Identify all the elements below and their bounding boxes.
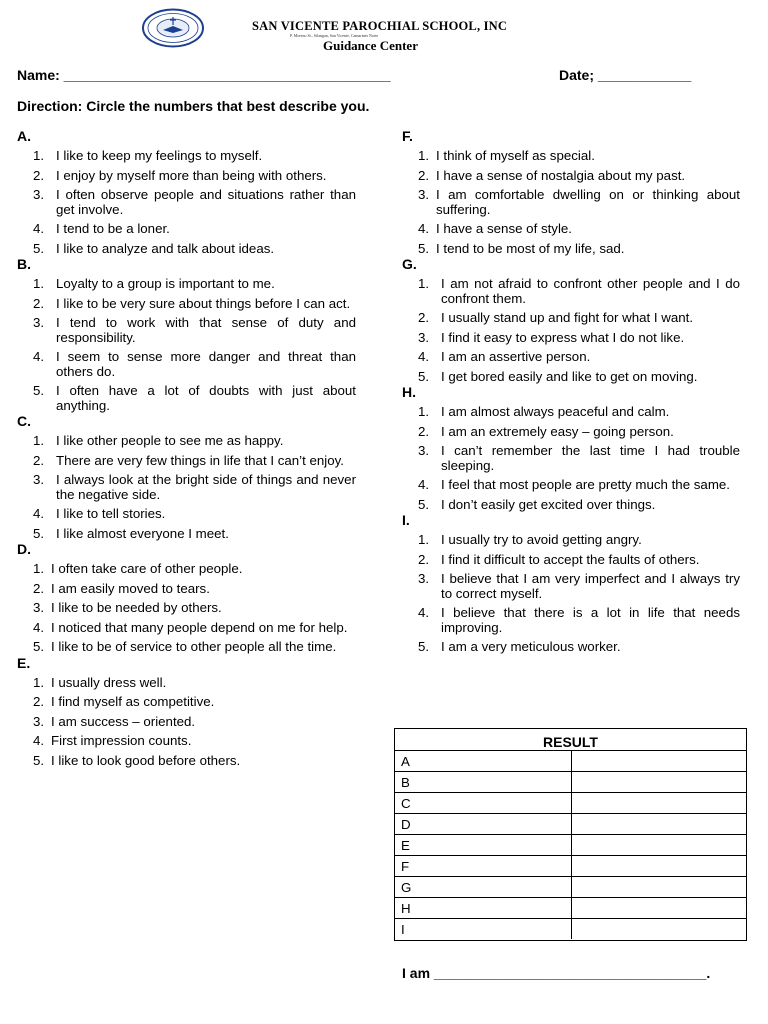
question-text: I like to keep my feelings to myself. [56,148,263,163]
question-text: I can’t remember the last time I had trouble sleeping. [441,443,740,473]
result-row-label: H [401,901,411,916]
question-text: I have a sense of nostalgia about my past. [436,167,686,183]
i-am-field[interactable]: I am ___________________________________. [402,965,711,981]
school-address: P. Moreno St., Silangan, San Vicente, Camarines Norte [290,33,379,38]
question-text: I am easily moved to tears. [51,580,210,596]
question-item [33,222,356,237]
question-text: I believe that there is a lot in life that needs improving. [441,605,740,635]
question-text: I tend to be a loner. [56,221,170,236]
question-number[interactable]: 5. [33,525,45,541]
question-text: I believe that I am very imperfect and I always try to correct myself. [441,571,740,601]
question-item [33,601,356,616]
question-text: I feel that most people are pretty much the same. [441,477,730,492]
question-number[interactable]: 1. [418,276,430,291]
question-text: I like almost everyone I meet. [56,525,229,541]
question-item [33,715,356,730]
school-seal-logo [141,8,205,48]
question-number[interactable]: 3. [418,443,430,458]
question-number[interactable]: 5. [33,639,45,654]
question-item [33,621,356,636]
question-number[interactable]: 4. [33,733,45,748]
result-row-value-cell[interactable] [571,814,746,834]
result-row [395,813,746,834]
question-item [418,640,740,655]
question-item [33,149,356,164]
question-text: I am comfortable dwelling on or thinking about suffering. [436,187,740,217]
question-item [418,425,740,440]
question-number[interactable]: 2. [418,310,430,325]
result-row [395,834,746,855]
question-item [418,533,740,548]
question-number[interactable]: 1. [33,561,45,576]
section-heading-d: D. [17,541,31,557]
question-text: I like to tell stories. [56,506,166,521]
question-number[interactable]: 3. [33,713,45,729]
question-item [418,444,740,473]
section-heading-c: C. [17,413,31,429]
question-item [418,277,740,306]
question-item [33,676,356,691]
question-item [418,572,740,601]
question-text: I am a very meticulous worker. [441,639,621,654]
result-row-label: F [401,859,410,874]
question-number[interactable]: 5. [33,383,45,398]
question-item [33,188,356,217]
question-item [418,606,740,635]
question-item [33,507,356,522]
question-item [418,370,740,385]
question-item [33,434,356,449]
question-item [418,350,740,365]
question-item [33,695,356,710]
result-row-value-cell[interactable] [571,898,746,918]
question-item [418,169,740,184]
result-row [395,897,746,918]
question-item [33,297,356,312]
question-number[interactable]: 3. [33,472,45,487]
question-item [418,242,740,257]
question-number[interactable]: 1. [33,276,45,291]
section-heading-i: I. [402,512,410,528]
result-row-value-cell[interactable] [571,856,746,876]
question-text: I usually stand up and fight for what I want. [441,310,694,325]
question-text: First impression counts. [51,733,192,748]
school-name: SAN VICENTE PAROCHIAL SCHOOL, INC [252,19,508,33]
question-item [418,553,740,568]
question-text: I find it difficult to accept the faults of others. [441,551,700,567]
right-column [402,128,740,655]
question-item [33,473,356,502]
question-number[interactable]: 3. [33,187,45,202]
question-number[interactable]: 1. [33,674,45,690]
question-item [33,562,356,577]
question-number[interactable]: 1. [418,148,430,163]
question-item [418,222,740,237]
question-text: I am success – oriented. [51,713,196,729]
question-number[interactable]: 4. [33,506,45,521]
question-item [33,754,356,769]
question-text: I am an assertive person. [441,349,591,364]
question-number[interactable]: 1. [33,433,45,448]
question-number[interactable]: 4. [33,349,45,364]
question-text: There are very few things in life that I can’t enjoy. [56,452,344,468]
question-number[interactable]: 4. [33,221,45,236]
question-number[interactable]: 2. [418,167,430,183]
question-text: I enjoy by myself more than being with others. [56,167,327,183]
question-item [33,350,356,379]
question-item [33,582,356,597]
question-item [33,734,356,749]
result-row-value-cell[interactable] [571,772,746,792]
question-number[interactable]: 4. [418,349,430,364]
question-number[interactable]: 3. [418,571,430,586]
question-number[interactable]: 1. [33,148,45,163]
result-row-value-cell[interactable] [571,919,746,939]
question-item [33,169,356,184]
question-text: I like to analyze and talk about ideas. [56,240,275,256]
result-title: RESULT [543,734,598,750]
question-number[interactable]: 5. [418,368,430,384]
question-text: Loyalty to a group is important to me. [56,276,275,291]
result-row-label: G [401,880,412,895]
question-text: I have a sense of style. [436,221,573,236]
result-row-value-cell[interactable] [571,751,746,771]
question-number[interactable]: 1. [418,532,430,547]
question-text: I like to look good before others. [51,752,241,768]
question-number[interactable]: 2. [33,580,45,596]
section-heading-a: A. [17,128,31,144]
result-row-value-cell[interactable] [571,835,746,855]
name-field[interactable]: Name: __________________________________________ [17,67,391,83]
section-heading-e: E. [17,654,31,671]
question-item [418,311,740,326]
question-text: I find myself as competitive. [51,694,215,709]
question-text: I don’t easily get excited over things. [441,496,656,512]
result-row-value-cell[interactable] [571,877,746,897]
question-text: I always look at the bright side of things and never the negative side. [56,472,356,502]
question-text: I often take care of other people. [51,561,243,576]
question-text: I often have a lot of doubts with just about anything. [56,383,356,413]
question-text: I tend to work with that sense of duty and responsibility. [56,315,356,345]
department-title: Guidance Center [323,38,418,53]
section-heading-b: B. [17,256,31,272]
result-row-value-cell[interactable] [571,793,746,813]
result-row-label: E [401,838,410,853]
question-text: I usually dress well. [51,674,167,690]
question-item [33,384,356,413]
result-row-label: B [401,775,410,790]
question-number[interactable]: 4. [418,221,430,236]
question-number[interactable]: 5. [418,240,430,256]
question-number[interactable]: 1. [418,404,430,419]
question-item [33,454,356,469]
question-number[interactable]: 4. [418,605,430,620]
question-number[interactable]: 2. [33,694,45,709]
question-number[interactable]: 2. [418,551,430,567]
question-text: I am almost always peaceful and calm. [441,404,670,419]
question-text: I like to be needed by others. [51,600,222,615]
left-column [17,128,356,768]
question-number[interactable]: 4. [33,619,45,635]
question-item [418,331,740,346]
question-item [418,188,740,217]
question-number[interactable]: 5. [418,639,430,654]
question-number[interactable]: 2. [33,167,45,183]
question-item [418,405,740,420]
question-number[interactable]: 5. [418,496,430,512]
question-item [33,316,356,345]
section-heading-f: F. [402,128,413,144]
result-row [395,876,746,897]
question-text: I find it easy to express what I do not like. [441,329,685,345]
question-item [418,498,740,513]
question-text: I tend to be most of my life, sad. [436,240,625,256]
result-row [395,855,746,876]
question-number[interactable]: 3. [418,329,430,345]
result-row-label: A [401,754,410,769]
question-item [418,478,740,493]
question-text: I get bored easily and like to get on moving. [441,368,698,384]
question-number[interactable]: 2. [33,452,45,468]
question-number[interactable]: 5. [33,240,45,256]
result-row [395,771,746,792]
question-number[interactable]: 5. [33,752,45,768]
question-number[interactable]: 2. [33,295,45,311]
question-text: I am an extremely easy – going person. [441,423,674,439]
question-item [33,277,356,292]
result-row [395,750,746,771]
question-text: I noticed that many people depend on me for help. [51,619,348,635]
question-text: I am not afraid to confront other people and I do confront them. [441,276,740,306]
question-item [418,149,740,164]
direction-text: Direction: Circle the numbers that best describe you. [17,98,370,114]
question-number[interactable]: 3. [33,600,45,615]
question-text: I think of myself as special. [436,148,595,163]
result-row-label: D [401,817,411,832]
question-text: I usually try to avoid getting angry. [441,532,642,547]
question-text: I like other people to see me as happy. [56,433,284,448]
question-number[interactable]: 2. [418,423,430,439]
question-number[interactable]: 3. [418,187,430,202]
result-table [394,728,747,941]
question-number[interactable]: 3. [33,315,45,330]
question-number[interactable]: 4. [418,477,430,492]
result-row-label: C [401,796,411,811]
question-text: I seem to sense more danger and threat than others do. [56,349,356,379]
question-text: I like to be very sure about things before I can act. [56,295,351,311]
document-header [0,0,768,60]
question-text: I like to be of service to other people all the time. [51,639,337,654]
question-text: I often observe people and situations rather than get involve. [56,187,356,217]
date-field[interactable]: Date; ____________ [559,67,692,83]
result-row [395,918,746,939]
section-heading-h: H. [402,384,416,400]
question-item [33,242,356,257]
question-item [33,527,356,542]
question-item [33,640,356,655]
section-heading-g: G. [402,256,417,272]
result-row-label: I [401,922,405,937]
result-row [395,792,746,813]
